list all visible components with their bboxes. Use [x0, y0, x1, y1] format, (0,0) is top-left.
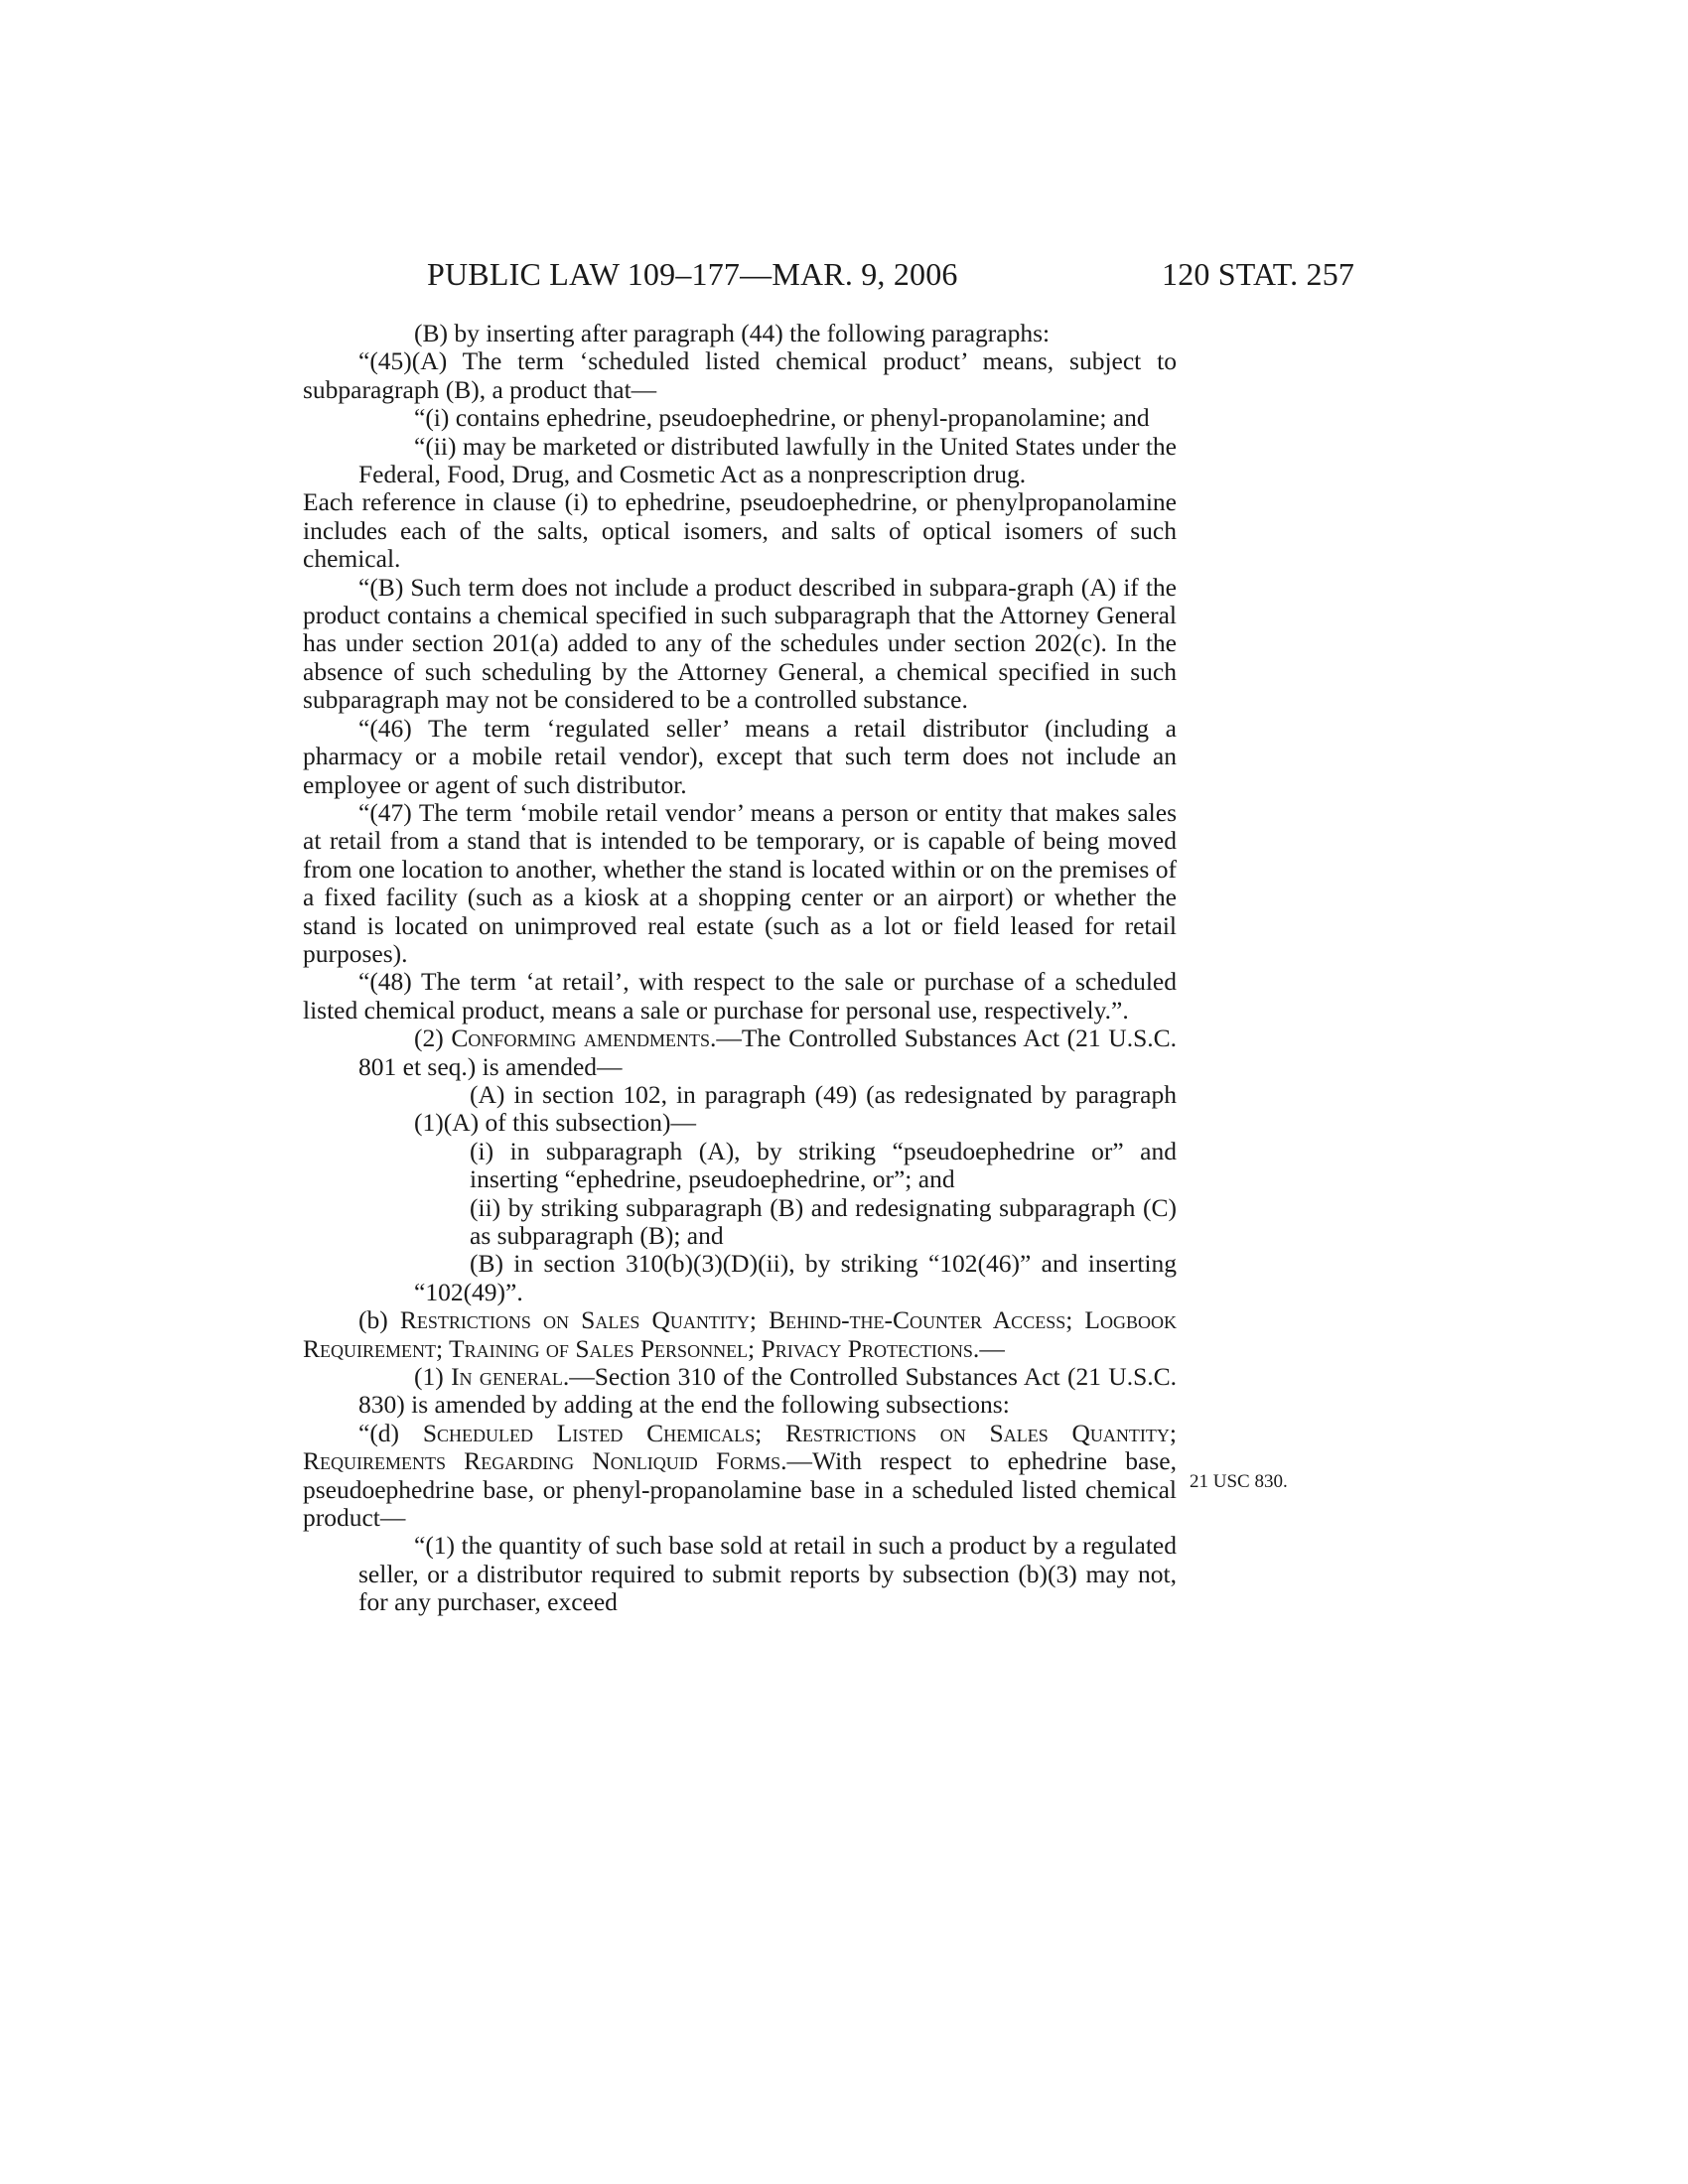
paragraph-number: (2) [414, 1024, 452, 1053]
section-heading: Conforming amendments. [451, 1024, 717, 1053]
section-heading: Scheduled Listed Chemicals; Restrictions on Sales Quantity; Requirements Regarding Nonliquid Forms. [303, 1418, 1177, 1476]
page-number-stat: 120 STAT. 257 [1162, 256, 1355, 292]
section-heading: In general. [451, 1362, 570, 1392]
clause-ii: “(ii) may be marketed or distributed lawfully in the United States under the Federal, Food, Drug, and Cosmetic Act as a nonprescription drug. [358, 431, 1177, 489]
paragraph-45b: “(B) Such term does not include a product described in subpara-graph (A) if the product contains a chemical specified in such subparagraph that the Attorney General has under section 201(a) added to any of the schedules under section 202(c). In the absence of such scheduling by the Attorney General, a chemical specified in such subparagraph may not be considered to be a controlled substance. [303, 572, 1177, 715]
paragraph-47: “(47) The term ‘mobile retail vendor’ means a person or entity that makes sales at retail from a stand that is intended to be temporary, or is capable of being moved from one location to another, whether the stand is located within or on the premises of a fixed facility (such as a kiosk at a shopping center or an airport) or whether the stand is located on unimproved real estate (such as a lot or field leased for retail purposes). [303, 797, 1177, 968]
paragraph-45a: “(45)(A) The term ‘scheduled listed chemical product’ means, subject to subparagraph (B), a product that— [303, 346, 1177, 404]
subparagraph-a-section-102: (A) in section 102, in paragraph (49) (as redesignated by paragraph (1)(A) of this subsection)— [414, 1079, 1177, 1138]
section-heading: Restrictions on Sales Quantity; Behind-the-Counter Access; Logbook Requirement; Training of Sales Personnel; Privacy Protections. [303, 1305, 1178, 1363]
paragraph-in-general: (1) In general.—Section 310 of the Controlled Substances Act (21 U.S.C. 830) is amended by adding at the end the following subsections: [358, 1362, 1178, 1420]
subsection-d-scheduled: “(d) Scheduled Listed Chemicals; Restrictions on Sales Quantity; Requirements Regarding Nonliquid Forms.—With respect to ephedrine base, pseudoephedrine base, or phenyl-propanolamine base in a scheduled listed chemical product— [303, 1418, 1177, 1533]
statute-body [303, 320, 1177, 1617]
clause-i: “(i) contains ephedrine, pseudoephedrine, or phenyl-propanolamine; and [414, 403, 1150, 433]
paragraph-each-reference: Each reference in clause (i) to ephedrine, pseudoephedrine, or phenylpropanolamine includes each of the salts, optical isomers, and salts of optical isomers of such chemical. [303, 487, 1177, 574]
paragraph-1-quantity: “(1) the quantity of such base sold at retail in such a product by a regulated seller, or a distributor required to submit reports by subsection (b)(3) may not, for any purchaser, exceed [358, 1531, 1177, 1617]
subsection-b-restrictions: (b) Restrictions on Sales Quantity; Behind-the-Counter Access; Logbook Requirement; Training of Sales Personnel; Privacy Protections.— [303, 1305, 1178, 1363]
paragraph-46: “(46) The term ‘regulated seller’ means a retail distributor (including a pharmacy or a mobile retail vendor), except that such term does not include an employee or agent of such distributor. [303, 713, 1177, 799]
clause-ii-striking: (ii) by striking subparagraph (B) and redesignating subparagraph (C) as subparagraph (B); and [470, 1192, 1177, 1250]
running-header-title: PUBLIC LAW 109–177—MAR. 9, 2006 [427, 256, 958, 292]
paragraph-48: “(48) The term ‘at retail’, with respect to the sale or purchase of a scheduled listed chemical product, means a sale or purchase for personal use, respectively.”. [303, 967, 1177, 1024]
clause-i-striking: (i) in subparagraph (A), by striking “pseudoephedrine or” and inserting “ephedrine, pseudoephedrine, or”; and [470, 1136, 1177, 1194]
margin-note-usc: 21 USC 830. [1190, 1471, 1288, 1492]
paragraph-conforming-amendments: (2) Conforming amendments.—The Controlled Substances Act (21 U.S.C. 801 et seq.) is amended— [358, 1024, 1178, 1081]
paragraph-amendment-b: (B) by inserting after paragraph (44) the following paragraphs: [414, 319, 1051, 347]
subparagraph-b-section-310: (B) in section 310(b)(3)(D)(ii), by striking “102(46)” and inserting “102(49)”. [414, 1249, 1177, 1306]
